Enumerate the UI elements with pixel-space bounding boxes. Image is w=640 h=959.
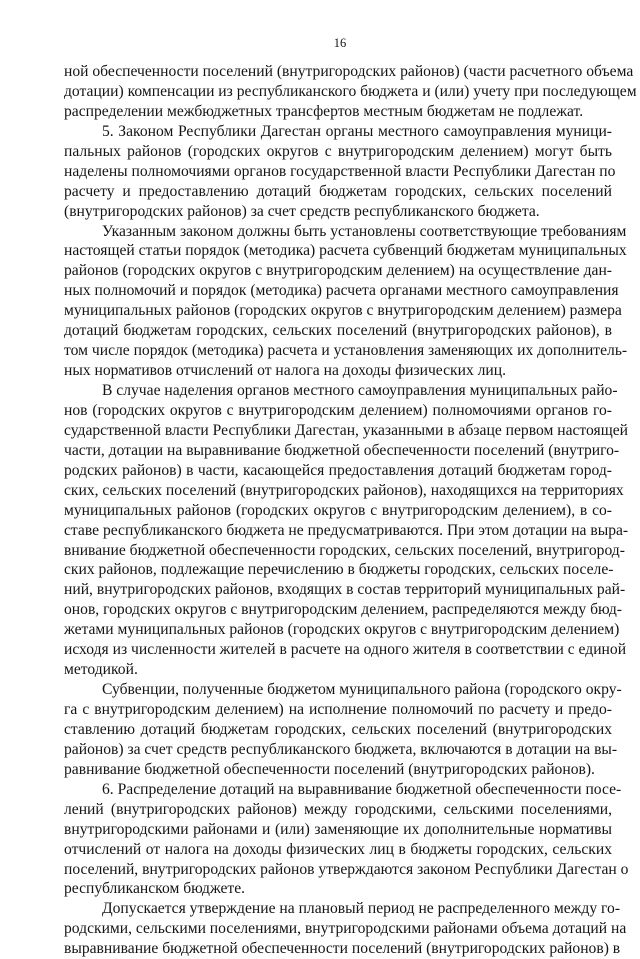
text-line: ний, внутригородских районов, входящих в состав территорий муниципальных рай- [64,581,626,599]
text-line: отчислений от налога на доходы физических лиц в бюджеты городских, сельских [64,840,612,858]
paragraph [64,780,629,900]
paragraph [64,222,628,382]
text-line: методикой. [64,661,138,679]
text-line: ной обеспеченности поселений (внутригородских районов) (части расчетного объема [64,63,634,80]
text-line: га с внутригородским делением) на исполнение полномочий по расчету и предо- [64,701,612,718]
text-line: части, дотации на выравнивание бюджетной обеспеченности поселений (внутриго- [64,441,620,459]
text-line: пальных районов (городских округов с внутригородским делением) могут быть [64,142,612,160]
text-line: онов, городских округов с внутригородским делением, распределяются между бюд- [64,601,623,619]
paragraph [64,62,637,122]
text-line: внутригородскими районами и (или) заменяющие их дополнительные нормативы [64,820,612,838]
text-line: поселений, внутригородских районов утверждаются законом Республики Дагестан о [64,860,629,878]
text-line: равнивание бюджетной обеспеченности поселений (внутригородских районов). [64,760,595,778]
text-line: районов) за счет средств республиканского бюджета, включаются в дотации на вы- [64,740,618,758]
text-line: расчету и предоставлению дотаций бюджетам городских, сельских поселений [64,182,612,200]
text-line: ставлению дотаций бюджетам городских, сельских поселений (внутригородских [64,720,612,738]
text-line: внивание бюджетной обеспеченности городских, сельских поселений, внутригород- [64,541,625,559]
text-line: Субвенции, полученные бюджетом муниципального района (городского окру- [102,681,622,699]
text-line: родскими, сельскими поселениями, внутригородскими районами объема дотаций на [64,920,627,938]
text-line: Допускается утверждение на плановый период не распределенного между го- [102,900,621,918]
text-line: настоящей статьи порядок (методика) расчета субвенций бюджетам муниципальных [64,242,627,260]
text-line: ских, сельских поселений (внутригородских районов), находящихся на территориях [64,481,624,499]
paragraph [64,122,616,222]
text-line: исходя из численности жителей в расчете на одного жителя в соответствии с единой [64,641,627,659]
text-line: сударственной власти Республики Дагестан, указанными в абзаце первом настоящей [64,421,628,439]
paragraph [64,381,629,680]
text-line: наделены полномочиями органов государственной власти Республики Дагестан по [64,162,616,180]
page-number: 16 [333,36,347,50]
text-line: том числе порядок (методика) расчета и установления заменяющих их дополнитель- [64,342,628,360]
text-line: нов (городских округов с внутригородским делением) полномочиями органов го- [64,401,612,419]
text-line: распределении межбюджетных трансфертов местным бюджетам не подлежат. [64,102,584,120]
text-line: жетами муниципальных районов (городских округов с внутригородским делением) [64,621,620,639]
text-line: ных полномочий и порядок (методика) расчета органами местного самоуправления [64,282,619,300]
text-line: В случае наделения органов местного самоуправления муниципальных райо- [102,382,618,399]
paragraph [64,899,627,959]
text-line: ставе республиканского бюджета не предусматриваются. При этом дотации на выра- [64,521,629,539]
text-line: родских районов) в части, касающейся предоставления дотаций бюджетам город- [64,461,612,479]
text-line: ских районов, подлежащие перечислению в бюджеты городских, сельских поселе- [64,561,614,579]
text-line: 5. Законом Республики Дагестан органы местного самоуправления муници- [102,122,612,140]
text-line: выравнивание бюджетной обеспеченности поселений (внутригородских районов) в [64,940,621,958]
paragraph [64,680,622,780]
text-line: районов (городских округов с внутригородским делением) на осуществление дан- [64,262,612,280]
text-line: дотации) компенсации из республиканского бюджета и (или) учету при последующем [64,82,637,100]
text-line: ных нормативов отчислений от налога на доходы физических лиц. [64,362,507,380]
document-body [64,62,637,959]
text-line: дотаций бюджетам городских, сельских поселений (внутригородских районов), в [64,322,612,340]
text-line: Указанным законом должны быть установлены соответствующие требованиям [102,222,627,240]
text-line: муниципальных районов (городских округов с внутригородским делением), в со- [64,501,612,519]
text-line: муниципальных районов (городских округов с внутригородским делением) размера [64,302,622,320]
text-line: лений (внутригородских районов) между городскими, сельскими поселениями, [64,800,612,818]
text-line: республиканском бюджете. [64,880,246,898]
text-line: 6. Распределение дотаций на выравнивание бюджетной обеспеченности посе- [102,780,622,798]
text-line: (внутригородских районов) за счет средств республиканского бюджета. [64,202,540,220]
